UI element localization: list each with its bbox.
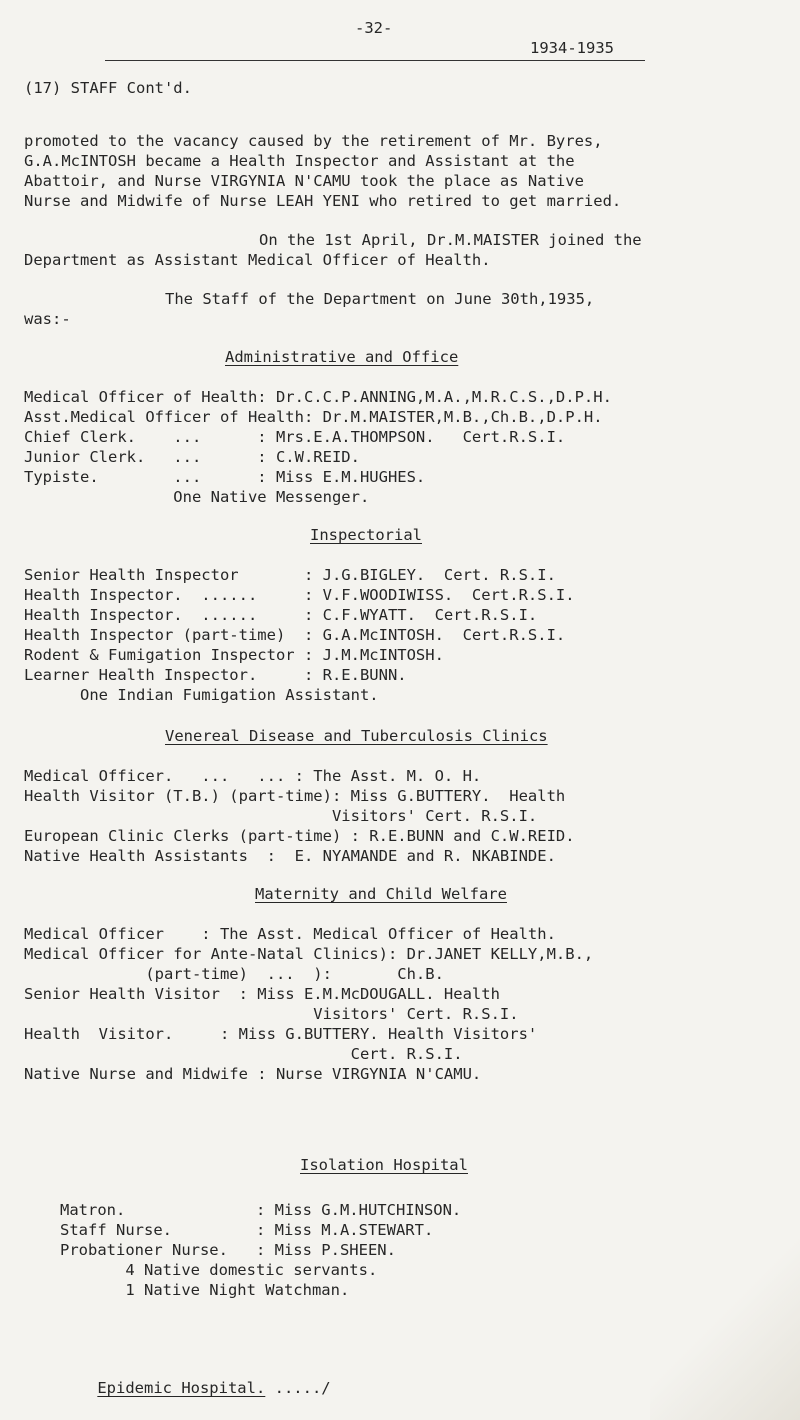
staff-line: One Native Messenger. <box>24 488 370 506</box>
staff-line: Matron. : Miss G.M.HUTCHINSON. <box>60 1201 462 1219</box>
page-number: -32- <box>355 19 393 37</box>
staff-line: Learner Health Inspector. : R.E.BUNN. <box>24 666 407 684</box>
intro-line: Nurse and Midwife of Nurse LEAH YENI who retired to get married. <box>24 192 622 210</box>
staff-line: Junior Clerk. ... : C.W.REID. <box>24 448 360 466</box>
intro-line: Abattoir, and Nurse VIRGYNIA N'CAMU took the place as Native <box>24 172 584 190</box>
staff-line: 4 Native domestic servants. <box>60 1261 378 1279</box>
staff-line: Rodent & Fumigation Inspector : J.M.McINTOSH. <box>24 646 444 664</box>
staff-line: Health Visitor. : Miss G.BUTTERY. Health Visitors' <box>24 1025 538 1043</box>
staff-line: Medical Officer of Health: Dr.C.C.P.ANNING,M.A.,M.R.C.S.,D.P.H. <box>24 388 612 406</box>
section-title-maternity: Maternity and Child Welfare <box>255 885 507 903</box>
section-heading: (17) STAFF Cont'd. <box>24 79 192 97</box>
footer-continuation: ...../ <box>265 1379 331 1398</box>
footer-title: Epidemic Hospital. <box>97 1379 266 1398</box>
staff-line: Probationer Nurse. : Miss P.SHEEN. <box>60 1241 396 1259</box>
staff-line: Cert. R.S.I. <box>24 1045 463 1063</box>
section-title-venereal: Venereal Disease and Tuberculosis Clinics <box>165 727 548 745</box>
staff-line: Medical Officer : The Asst. Medical Officer of Health. <box>24 925 556 943</box>
staff-line: Visitors' Cert. R.S.I. <box>24 807 538 825</box>
staff-line: Health Visitor (T.B.) (part-time): Miss G.BUTTERY. Health <box>24 787 566 805</box>
staff-line: (part-time) ... ): Ch.B. <box>24 965 444 983</box>
staff-line: 1 Native Night Watchman. <box>60 1281 350 1299</box>
intro-line: G.A.McINTOSH became a Health Inspector and Assistant at the <box>24 152 575 170</box>
staff-line: Senior Health Inspector : J.G.BIGLEY. Cert. R.S.I. <box>24 566 556 584</box>
year-range: 1934-1935 <box>530 39 614 57</box>
intro-line: On the 1st April, Dr.M.MAISTER joined the <box>259 231 642 249</box>
staff-line: Typiste. ... : Miss E.M.HUGHES. <box>24 468 426 486</box>
header-rule <box>105 60 645 61</box>
staff-line: Staff Nurse. : Miss M.A.STEWART. <box>60 1221 434 1239</box>
staff-line: Medical Officer. ... ... : The Asst. M. O. H. <box>24 767 482 785</box>
section-title-administrative: Administrative and Office <box>225 348 459 366</box>
staff-line: European Clinic Clerks (part-time) : R.E.BUNN and C.W.REID. <box>24 827 575 845</box>
staff-line: Medical Officer for Ante-Natal Clinics): Dr.JANET KELLY,M.B., <box>24 945 594 963</box>
section-title-inspectorial: Inspectorial <box>310 526 422 544</box>
continuation <box>60 1363 331 1414</box>
staff-line: One Indian Fumigation Assistant. <box>24 686 379 704</box>
intro-line: The Staff of the Department on June 30th,1935, <box>165 290 595 308</box>
staff-line: Native Nurse and Midwife : Nurse VIRGYNIA N'CAMU. <box>24 1065 482 1083</box>
intro-line: was:- <box>24 310 71 328</box>
staff-line: Health Inspector (part-time) : G.A.McINTOSH. Cert.R.S.I. <box>24 626 566 644</box>
staff-line: Chief Clerk. ... : Mrs.E.A.THOMPSON. Cert.R.S.I. <box>24 428 566 446</box>
staff-line: Asst.Medical Officer of Health: Dr.M.MAISTER,M.B.,Ch.B.,D.P.H. <box>24 408 603 426</box>
section-title-isolation: Isolation Hospital <box>300 1156 468 1174</box>
intro-line: Department as Assistant Medical Officer of Health. <box>24 251 491 269</box>
staff-line: Visitors' Cert. R.S.I. <box>24 1005 519 1023</box>
staff-line: Health Inspector. ...... : C.F.WYATT. Cert.R.S.I. <box>24 606 538 624</box>
page-edge-shadow <box>650 1160 800 1420</box>
staff-line: Native Health Assistants : E. NYAMANDE and R. NKABINDE. <box>24 847 556 865</box>
staff-line: Senior Health Visitor : Miss E.M.McDOUGALL. Health <box>24 985 500 1003</box>
intro-line: promoted to the vacancy caused by the retirement of Mr. Byres, <box>24 132 603 150</box>
staff-line: Health Inspector. ...... : V.F.WOODIWISS. Cert.R.S.I. <box>24 586 575 604</box>
